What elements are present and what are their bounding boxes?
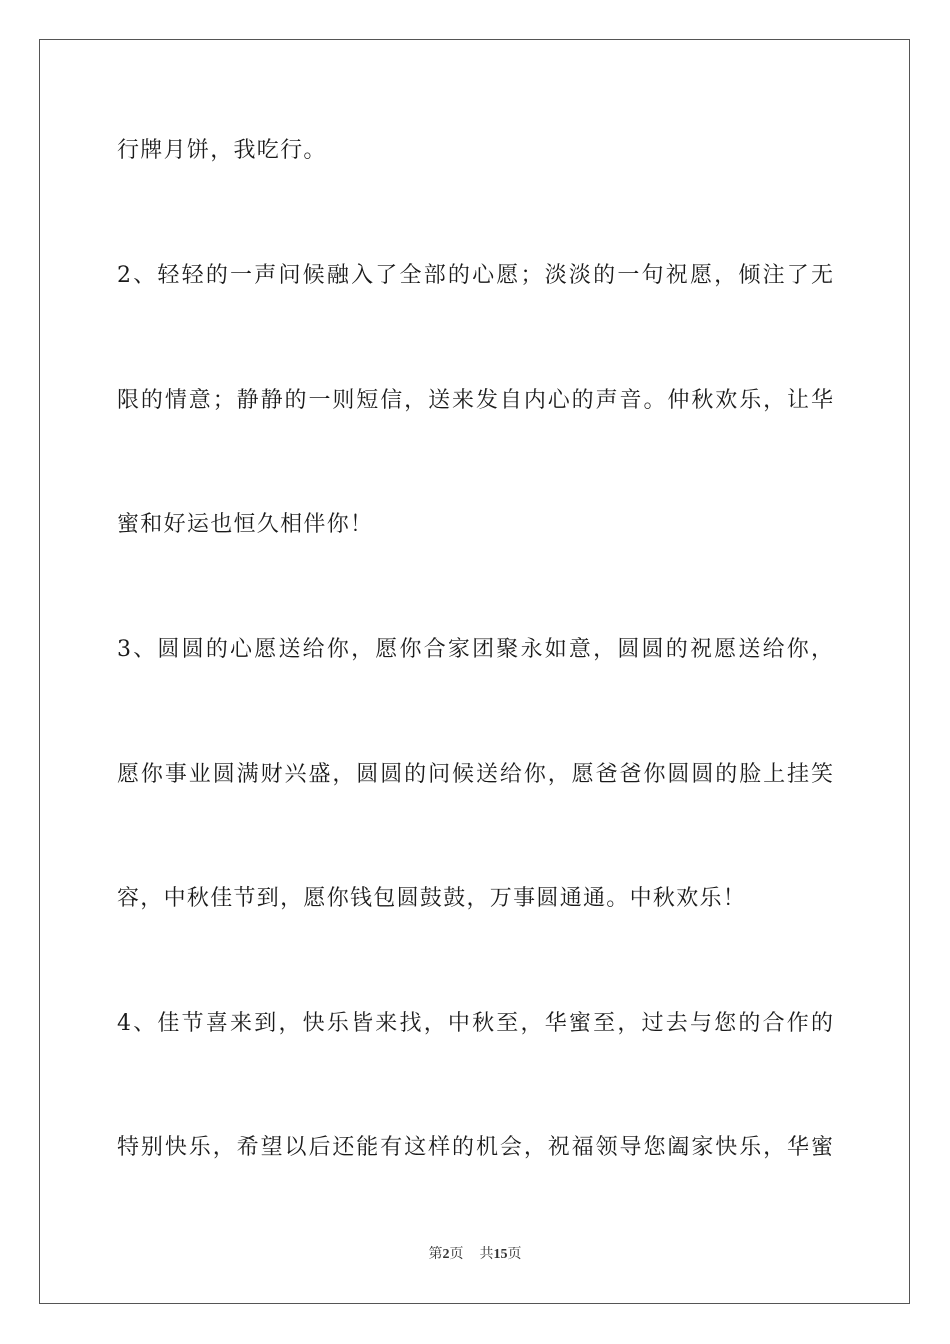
paragraph-line: 容，中秋佳节到，愿你钱包圆鼓鼓，万事圆通通。中秋欢乐！ <box>117 886 747 911</box>
paragraph-line: 3、圆圆的心愿送给你，愿你合家团聚永如意，圆圆的祝愿送给你， <box>117 637 833 662</box>
paragraph-line: 4、佳节喜来到，快乐皆来找，中秋至，华蜜至，过去与您的合作的 <box>117 1011 833 1036</box>
page-total-prefix: 共 <box>479 1246 494 1262</box>
page-border <box>39 39 910 1304</box>
paragraph-line: 特别快乐，希望以后还能有这样的机会，祝福领导您阖家快乐，华蜜 <box>117 1135 833 1160</box>
paragraph-line: 限的情意；静静的一则短信，送来发自内心的声音。仲秋欢乐，让华 <box>117 388 833 413</box>
paragraph-line: 蜜和好运也恒久相伴你！ <box>117 512 374 537</box>
page-footer <box>0 1245 950 1264</box>
paragraph-line: 愿你事业圆满财兴盛，圆圆的问候送给你，愿爸爸你圆圆的脸上挂笑 <box>117 762 833 787</box>
page-total-count: 15 <box>493 1247 508 1262</box>
page-total-suffix: 页 <box>507 1246 522 1262</box>
paragraph-line: 行牌月饼，我吃行。 <box>117 138 327 163</box>
page-number-suffix: 页 <box>449 1246 464 1262</box>
paragraph-line: 2、轻轻的一声问候融入了全部的心愿；淡淡的一句祝愿，倾注了无 <box>117 263 833 288</box>
page-number-prefix: 第 <box>428 1246 443 1262</box>
page-number-current: 2 <box>442 1247 450 1262</box>
